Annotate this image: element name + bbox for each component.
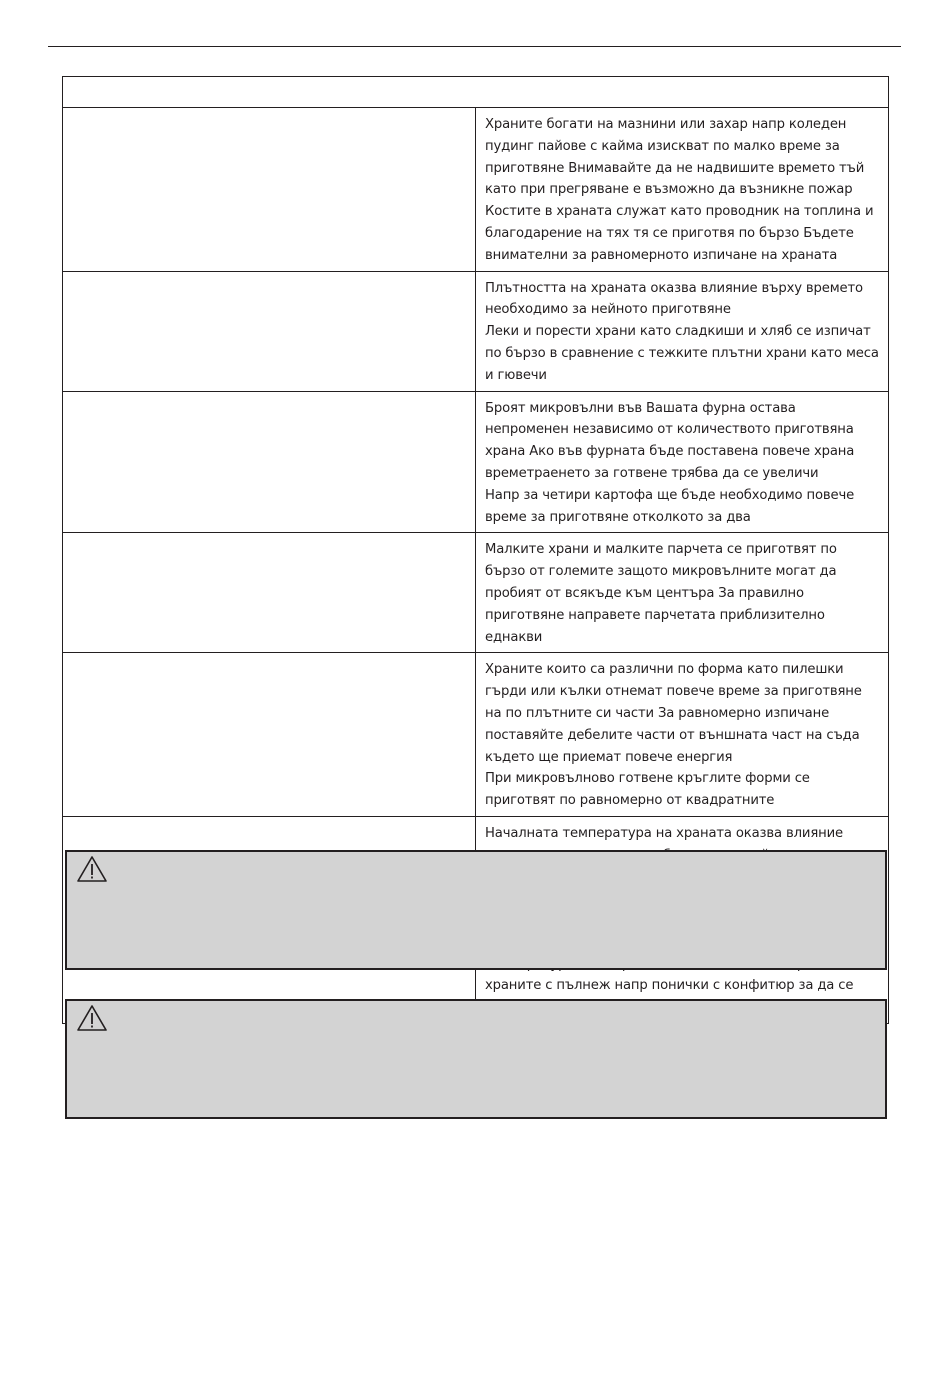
description-paragraph: Храните богати на мазнини или захар напр коледен пудинг пайове с кайма изискват по малко време за приготвяне Внимавайте да не надвишите времето тъй като при прегряване е възможно да възникне пожар [485,117,865,198]
table-row [63,271,889,391]
table-row [63,533,889,653]
row-description-cell [476,533,889,653]
header-rule [48,46,901,47]
description-paragraph: Костите в храната служат като проводник на топлина и благодарение на тях тя се приготвя по бързо Бъдете внимателни за равномерното изпичане на храната [485,204,874,263]
warning-triangle-icon [76,855,108,883]
row-label-cell [63,108,476,272]
table-row [63,391,889,533]
row-label-cell [63,391,476,533]
warning-triangle-icon [76,1004,108,1032]
warning-box [65,999,887,1119]
description-paragraph: При микровълново готвене кръглите форми се приготвят по равномерно от квадратните [485,771,810,809]
description-paragraph: Малките храни и малките парчета се приготвят по бързо от големите защото микровълните могат да пробият от всякъде към центъра За правилно приготвяне направете парчетата приблизително еднакви [485,542,837,645]
row-description-cell [476,271,889,391]
table-header-cell [63,77,889,108]
table-row [63,653,889,817]
warning-box [65,850,887,970]
row-label-cell [63,653,476,817]
description-paragraph: Леки и порести храни като сладкиши и хляб се изпичат по бързо в сравнение с тежките плътни храни като меса и гювечи [485,324,879,383]
row-description-cell [476,391,889,533]
row-description-cell [476,653,889,817]
description-paragraph: храните с пълнеж напр понички с конфитюр за да се [485,978,854,994]
row-label-cell [63,271,476,391]
row-label-cell [63,533,476,653]
table-row [63,108,889,272]
description-paragraph: Плътността на храната оказва влияние върху времето необходимо за нейното приготвяне [485,280,863,318]
table-header-row [63,77,889,108]
description-paragraph: Напр за четири картофа ще бъде необходимо повече време за приготвяне отколкото за два [485,487,855,525]
row-description-cell [476,108,889,272]
description-paragraph: Началната температура на храната оказва влияние [485,825,843,841]
description-paragraph: Храните които са различни по форма като пилешки гърди или кълки отнемат повече време за приготвяне на по плътните си части За равномерно изпичане поставяйте дебелите части от външната част на съда където ще приемат повече енергия [485,662,862,765]
description-paragraph: Броят микровълни във Вашата фурна остава непроменен независимо от количеството приготвяна храна Ако във фурната бъде поставена повече храна времетраенето за готвене трябва да се увеличи [485,400,855,481]
